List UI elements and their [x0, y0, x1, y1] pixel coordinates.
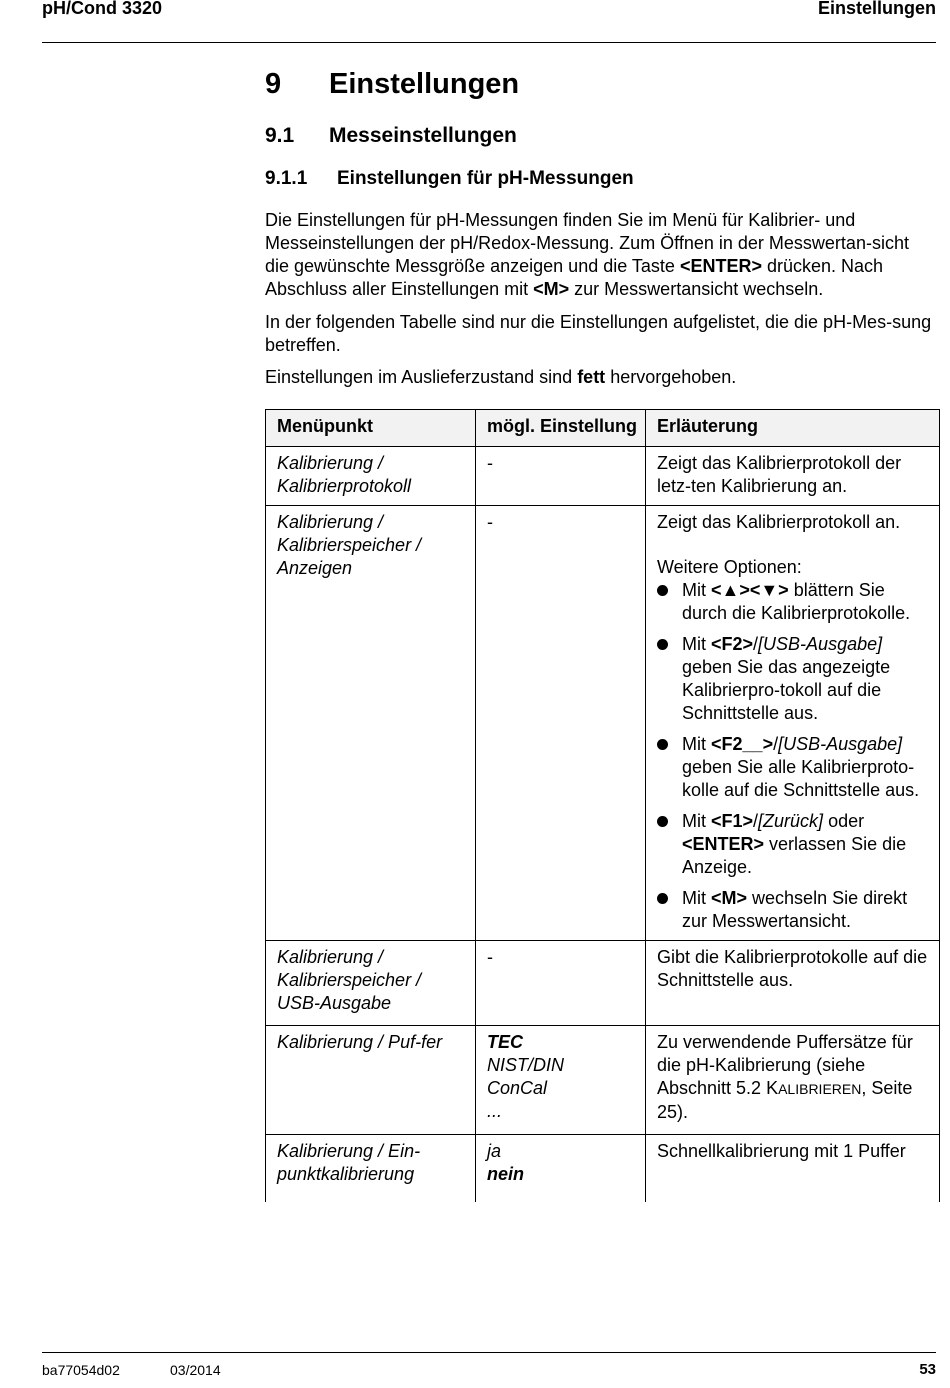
key-m: <M>: [711, 888, 748, 908]
list-item: Mit <M> wechseln Sie direkt zur Messwertansicht.: [657, 887, 931, 933]
header-section: Einstellungen: [817, 0, 936, 18]
setting-cell: -: [476, 447, 646, 506]
subsection-title: Einstellungen für pH-Messungen: [337, 168, 634, 189]
table-note-paragraph: [265, 311, 937, 357]
header-cell-menu: Menüpunkt: [266, 410, 476, 447]
footer-date: 03/2014: [170, 1362, 221, 1378]
key-f2-long: <F2__>: [711, 734, 774, 754]
bullet-icon: [657, 585, 668, 596]
chapter-title: Einstellungen: [329, 68, 520, 100]
table-note-text: In der folgenden Tabelle sind nur die Einstellungen aufgelistet, die die pH-Mes-sung betreffen.: [265, 312, 932, 355]
description-cell: Gibt die Kalibrierprotokolle auf die Schnittstelle aus.: [646, 941, 940, 1026]
intro-text-1: Die Einstellungen für pH-Messungen finden Sie im Menü für Kalibrier- und Messeinstellungen der pH/Redox-Messung. Zum Öffnen in der Messwertan-sicht die gewünschte Messgröße anzeigen und die Taste: [265, 210, 909, 276]
default-note-text-2: hervorgehoben.: [605, 367, 737, 387]
setting-cell: [476, 1026, 646, 1135]
softkey-usb-output: [USB-Ausgabe]: [778, 734, 903, 754]
key-f1: <F1>: [711, 811, 754, 831]
section-title: Messeinstellungen: [329, 124, 517, 147]
list-item: Mit <F2>/[USB-Ausgabe] geben Sie das angezeigte Kalibrierpro-tokoll auf die Schnittstelle aus.: [657, 633, 931, 725]
list-item: Mit <F2__>/[USB-Ausgabe] geben Sie alle Kalibrierproto-kolle auf die Schnittstelle aus.: [657, 733, 931, 802]
list-item: Mit <F1>/[Zurück] oder <ENTER> verlassen Sie die Anzeige.: [657, 810, 931, 879]
bullet-icon: [657, 893, 668, 904]
header-cell-setting: mögl. Einstellung: [476, 410, 646, 447]
footer-divider: [42, 1352, 936, 1353]
default-note-paragraph: [265, 366, 937, 389]
setting-option: NIST/DIN: [487, 1055, 565, 1075]
settings-table: [265, 409, 940, 1202]
section-number: 9.1: [265, 124, 295, 147]
intro-paragraph: [265, 209, 937, 301]
table-row: [266, 506, 940, 941]
key-arrows: <▲><▼>: [711, 580, 789, 600]
footer-doc-number: ba77054d02: [42, 1362, 120, 1378]
default-note-text-1: Einstellungen im Auslieferzustand sind: [265, 367, 578, 387]
setting-cell: -: [476, 506, 646, 941]
bullet-icon: [657, 816, 668, 827]
chapter-heading: [265, 68, 519, 101]
section-heading: [265, 124, 517, 148]
menu-cell: Kalibrierung / Kalibrierprotokoll: [266, 447, 476, 506]
description-cell: Zu verwendende Puffersätze für die pH-Kalibrierung (siehe Abschnitt 5.2 KALIBRIEREN, Seite 25).: [646, 1026, 940, 1135]
table-row: [266, 1135, 940, 1203]
table-header-row: [266, 410, 940, 447]
setting-option-default: TEC: [487, 1032, 523, 1052]
setting-option-default: nein: [487, 1164, 525, 1184]
menu-cell: Kalibrierung / Puf-fer: [266, 1026, 476, 1135]
setting-option: ConCal: [487, 1078, 548, 1098]
page-header: [42, 0, 936, 22]
subsection-heading: [265, 168, 634, 190]
default-note-bold: fett: [577, 367, 606, 387]
key-enter: <ENTER>: [679, 256, 762, 276]
more-options-label: Weitere Optionen:: [657, 557, 802, 577]
options-list: [657, 579, 931, 933]
bullet-icon: [657, 639, 668, 650]
key-f2: <F2>: [711, 634, 754, 654]
setting-option: ...: [487, 1101, 503, 1121]
header-product: pH/Cond 3320: [42, 0, 163, 18]
description-cell: [646, 506, 940, 941]
table-row: [266, 941, 940, 1026]
subsection-number: 9.1.1: [265, 168, 308, 189]
softkey-back: [Zurück]: [758, 811, 824, 831]
description-cell: Zeigt das Kalibrierprotokoll der letz-ten Kalibrierung an.: [646, 447, 940, 506]
setting-option: ja: [487, 1141, 502, 1161]
section-reference: ALIBRIEREN: [778, 1081, 862, 1097]
description-cell: Schnellkalibrierung mit 1 Puffer: [646, 1135, 940, 1203]
key-m: <M>: [533, 279, 570, 299]
menu-cell: Kalibrierung / Ein-punktkalibrierung: [266, 1135, 476, 1203]
menu-cell: Kalibrierung / Kalibrierspeicher / Anzeigen: [266, 506, 476, 941]
list-item: Mit <▲><▼> blättern Sie durch die Kalibrierprotokolle.: [657, 579, 931, 625]
intro-text-3: zur Messwertansicht wechseln.: [569, 279, 824, 299]
page-footer: [42, 1362, 936, 1382]
page-number: 53: [919, 1361, 936, 1378]
bullet-icon: [657, 739, 668, 750]
setting-cell: [476, 1135, 646, 1203]
setting-cell: -: [476, 941, 646, 1026]
chapter-number: 9: [265, 68, 282, 100]
header-divider: [42, 42, 936, 43]
key-enter: <ENTER>: [682, 834, 765, 854]
softkey-usb-output: [USB-Ausgabe]: [758, 634, 883, 654]
table-row: [266, 447, 940, 506]
table-row: [266, 1026, 940, 1135]
intro-text-2: drücken. Nach Abschluss aller Einstellungen mit: [265, 256, 884, 299]
menu-cell: Kalibrierung / Kalibrierspeicher / USB-Ausgabe: [266, 941, 476, 1026]
header-cell-description: Erläuterung: [646, 410, 940, 447]
description-text: Zeigt das Kalibrierprotokoll an.: [657, 512, 901, 532]
